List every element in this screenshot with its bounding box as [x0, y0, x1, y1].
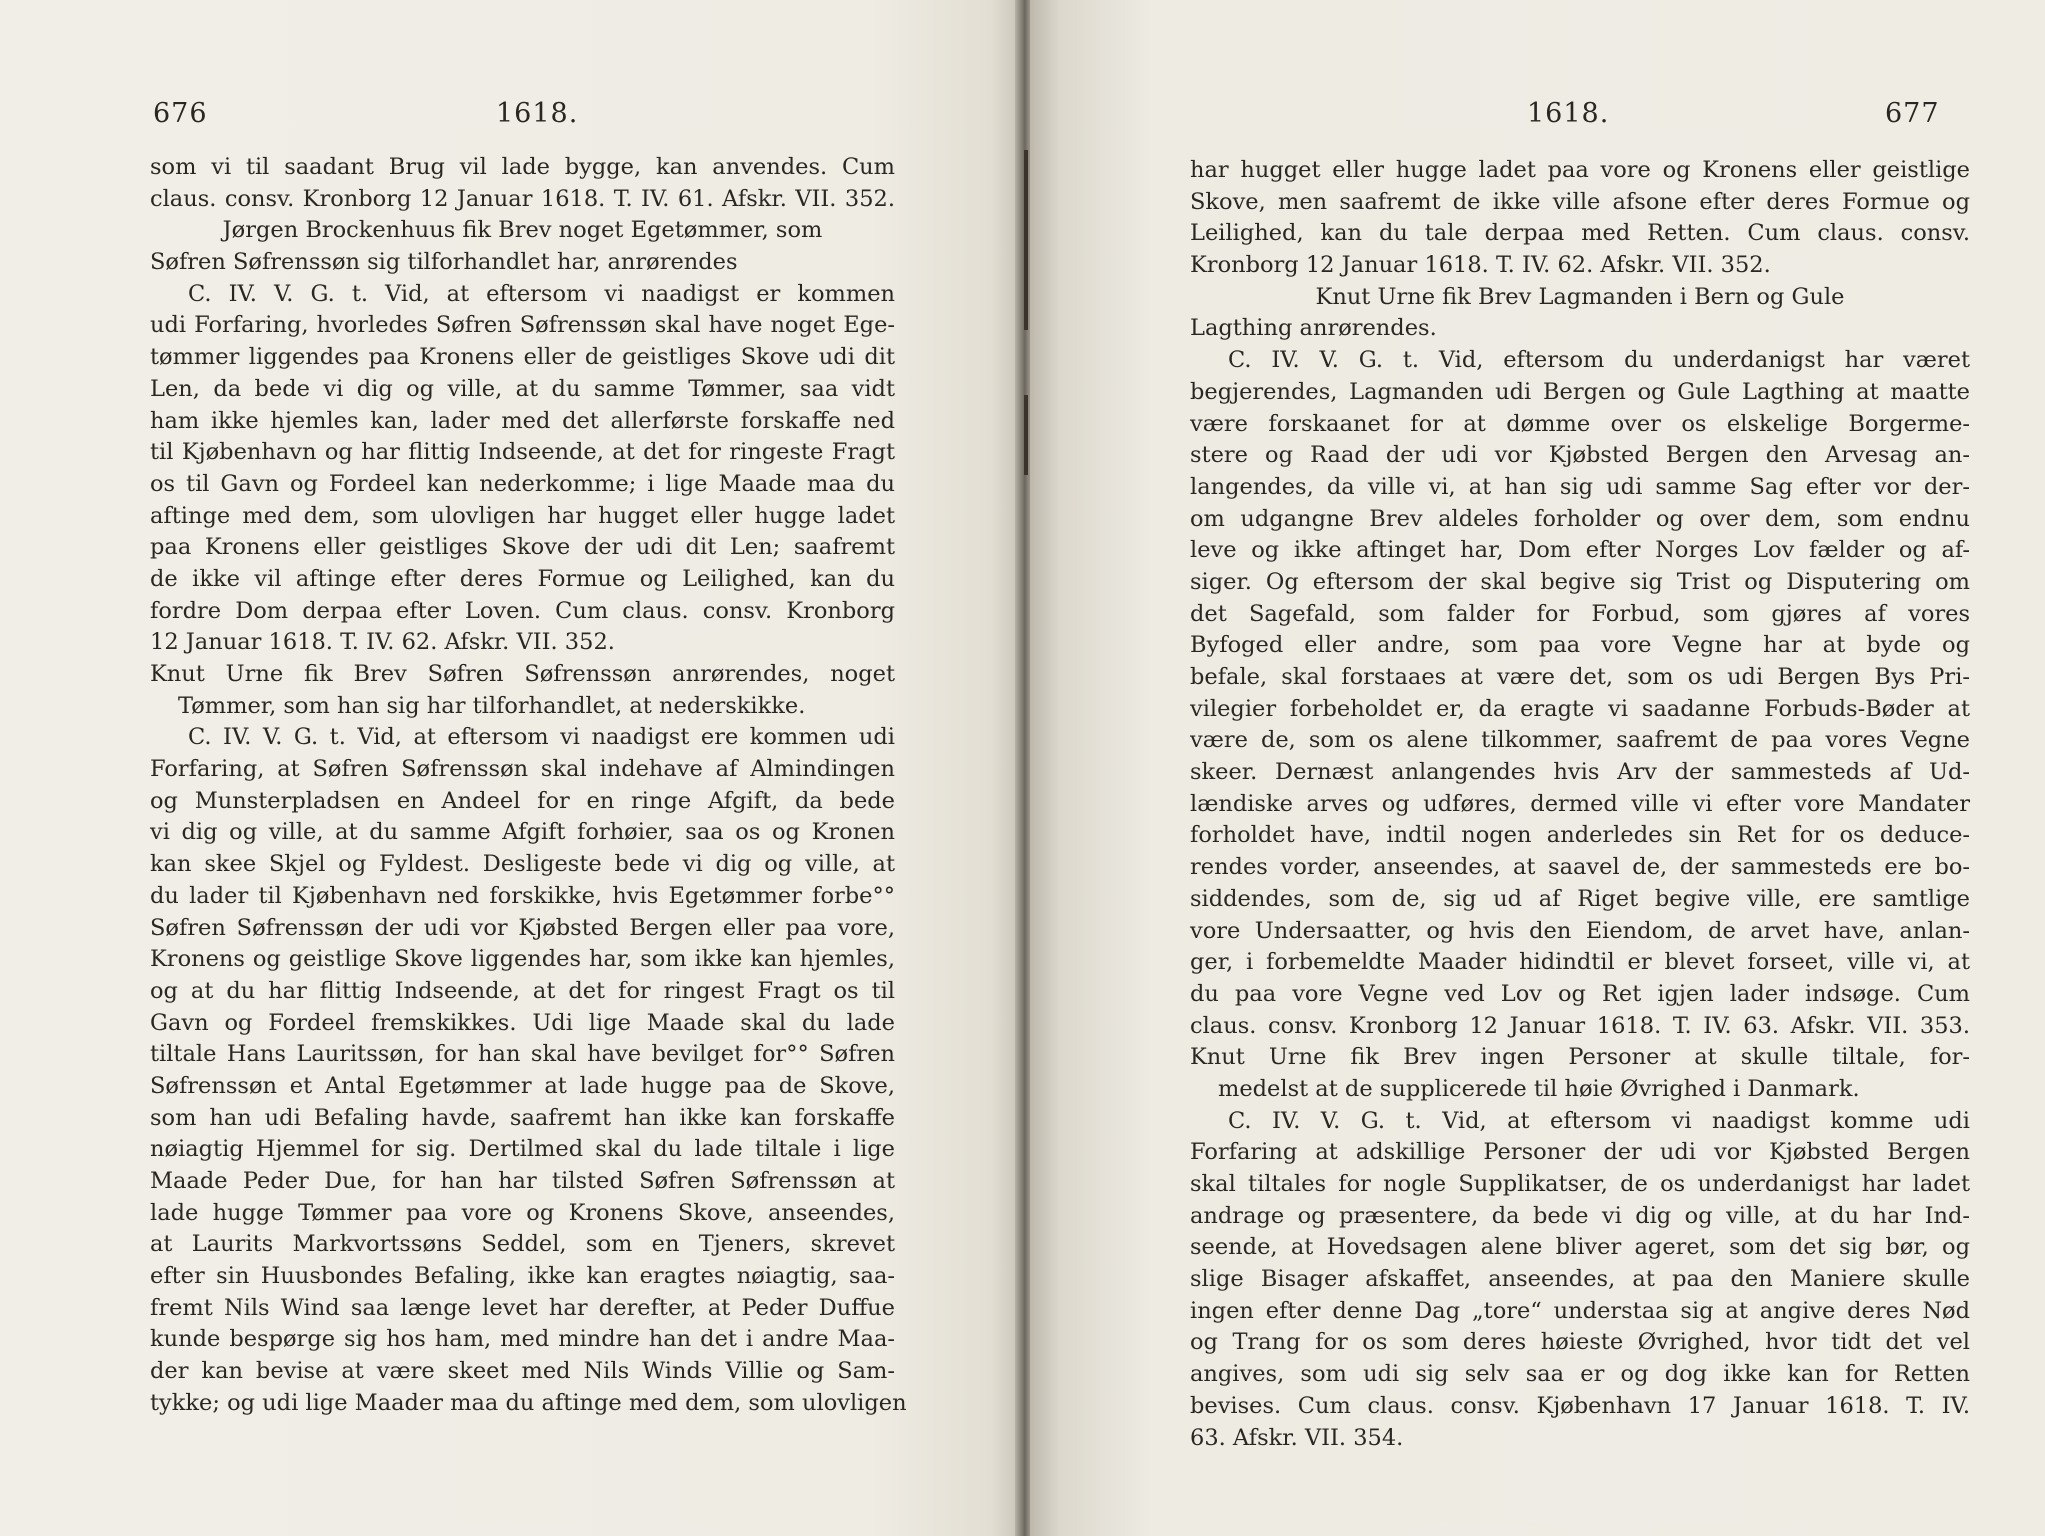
text-line: paa Kronens eller geistliges Skove der udi dit Len; saafremt — [150, 534, 895, 561]
text-line: være de, som os alene tilkommer, saafremt de paa vores Vegne — [1190, 727, 1970, 754]
text-line: vore Undersaatter, og hvis den Eiendom, de arvet have, anlan- — [1190, 917, 1970, 944]
text-line: siger. Og eftersom der skal begive sig Trist og Disputering om — [1190, 568, 1970, 595]
text-line: nøiagtig Hjemmel for sig. Dertilmed skal du lade tiltale i lige — [150, 1136, 895, 1163]
text-line: kunde bespørge sig hos ham, med mindre han det i andre Maa- — [150, 1326, 895, 1353]
text-line: C. IV. V. G. t. Vid, at eftersom vi naadigst ere kommen udi — [188, 724, 895, 751]
text-line: Jørgen Brockenhuus fik Brev noget Egetømmer, som — [222, 217, 823, 244]
text-line: Byfoged eller andre, som paa vore Vegne har at byde og — [1190, 632, 1970, 659]
text-line: tømmer liggendes paa Kronens eller de geistliges Skove udi dit — [150, 344, 895, 371]
text-line: Skove, men saafremt de ikke ville afsone efter deres Formue og — [1190, 188, 1970, 215]
text-line: Søfrenssøn et Antal Egetømmer at lade hugge paa de Skove, — [150, 1072, 895, 1099]
text-line: Knut Urne fik Brev ingen Personer at skulle tiltale, for- — [1190, 1044, 1970, 1071]
right-text-block — [1190, 155, 1970, 1454]
text-line: Kronborg 12 Januar 1618. T. IV. 62. Afskr. VII. 352. — [1190, 252, 1771, 279]
text-line: Leilighed, kan du tale derpaa med Retten. Cum claus. consv. — [1190, 220, 1970, 247]
text-line: Forfaring, at Søfren Søfrenssøn skal indehave af Almindingen — [150, 756, 895, 783]
text-line: Forfaring at adskillige Personer der udi vor Kjøbsted Bergen — [1190, 1139, 1970, 1166]
text-line: de ikke vil aftinge efter deres Formue og Leilighed, kan du — [150, 565, 895, 592]
left-text-block — [150, 152, 907, 1420]
right-page-number: 677 — [1885, 98, 1940, 129]
text-line: rendes vorder, anseendes, at saavel de, der sammesteds ere bo- — [1190, 854, 1970, 881]
text-line: claus. consv. Kronborg 12 Januar 1618. T. IV. 63. Afskr. VII. 353. — [1190, 1012, 1970, 1039]
text-line: 12 Januar 1618. T. IV. 62. Afskr. VII. 352. — [150, 629, 615, 656]
right-page — [1030, 0, 2045, 1536]
text-line: seende, at Hovedsagen alene bliver ageret, som det sig bør, og — [1190, 1234, 1970, 1261]
text-line: der kan bevise at være skeet med Nils Winds Villie og Sam- — [150, 1358, 895, 1385]
text-line: Gavn og Fordeel fremskikkes. Udi lige Maade skal du lade — [150, 1009, 895, 1036]
text-line: som han udi Befaling havde, saafremt han ikke kan forskaffe — [150, 1104, 895, 1131]
text-line: du lader til Kjøbenhavn ned forskikke, hvis Egetømmer forbe°° — [150, 882, 895, 909]
text-line: 63. Afskr. VII. 354. — [1190, 1424, 1404, 1451]
text-line: lade hugge Tømmer paa vore og Kronens Skove, anseendes, — [150, 1199, 895, 1226]
text-line: skal tiltales for nogle Supplikatser, de os underdanigst har ladet — [1190, 1171, 1970, 1197]
text-line: langendes, da ville vi, at han sig udi samme Sag efter vor der- — [1190, 473, 1970, 500]
text-line: være forskaanet for at dømme over os elskelige Borgerme- — [1190, 410, 1970, 437]
text-line: C. IV. V. G. t. Vid, at eftersom vi naadigst komme udi — [1228, 1107, 1970, 1134]
text-line: har hugget eller hugge ladet paa vore og Kronens eller geistlige — [1190, 157, 1970, 183]
text-line: fremt Nils Wind saa længe levet har derefter, at Peder Duffue — [150, 1294, 895, 1321]
text-line: om udgangne Brev aldeles forholder og over dem, som endnu — [1190, 505, 1970, 532]
text-line: vilegier forbeholdet er, da eragte vi saadanne Forbuds-Bøder at — [1190, 695, 1970, 722]
text-line: Knut Urne fik Brev Søfren Søfrenssøn anrørendes, noget — [150, 661, 895, 687]
text-line: Søfren Søfrenssøn der udi vor Kjøbsted Bergen eller paa vore, — [150, 914, 895, 941]
text-line: stere og Raad der udi vor Kjøbsted Bergen den Arvesag an- — [1190, 442, 1970, 469]
text-line: andrage og præsentere, da bede vi dig og ville, at du har Ind- — [1190, 1202, 1970, 1229]
text-line: claus. consv. Kronborg 12 Januar 1618. T. IV. 61. Afskr. VII. 352. — [150, 185, 895, 212]
text-line: Søfren Søfrenssøn sig tilforhandlet har, anrørendes — [150, 249, 738, 276]
text-line: slige Bisager afskaffet, anseendes, at paa den Maniere skulle — [1190, 1266, 1970, 1293]
left-page — [0, 0, 1022, 1536]
binding-shadow — [1024, 150, 1028, 330]
text-line: det Sagefald, som falder for Forbud, som gjøres af vores — [1190, 600, 1970, 627]
text-line: Lagthing anrørendes. — [1190, 315, 1437, 342]
text-line: vi dig og ville, at du samme Afgift forhøier, saa os og Kronen — [150, 819, 895, 846]
text-line: at Laurits Markvortssøns Seddel, som en Tjeners, skrevet — [150, 1231, 895, 1258]
text-line: os til Gavn og Fordeel kan nederkomme; i lige Maade maa du — [150, 470, 895, 497]
text-line: C. IV. V. G. t. Vid, eftersom du underdanigst har været — [1228, 347, 1970, 374]
text-line: du paa vore Vegne ved Lov og Ret igjen lader indsøge. Cum — [1190, 980, 1970, 1007]
text-line: C. IV. V. G. t. Vid, at eftersom vi naadigst er kommen — [188, 280, 895, 307]
text-line: og Munsterpladsen en Andeel for en ringe Afgift, da bede — [150, 787, 895, 814]
text-line: forholdet have, indtil nogen anderledes sin Ret for os deduce- — [1190, 822, 1970, 849]
text-line: Tømmer, som han sig har tilforhandlet, at nederskikke. — [178, 692, 806, 719]
text-line: efter sin Huusbondes Befaling, ikke kan eragtes nøiagtig, saa- — [150, 1263, 895, 1290]
text-line: tykke; og udi lige Maader maa du aftinge med dem, som ulovligen — [150, 1389, 907, 1416]
text-line: aftinge med dem, som ulovligen har hugget eller hugge ladet — [150, 502, 895, 529]
text-line: bevises. Cum claus. consv. Kjøbenhavn 17 Januar 1618. T. IV. — [1190, 1392, 1970, 1419]
left-running-head: 1618. — [496, 98, 579, 129]
binding-shadow — [1024, 395, 1028, 475]
text-line: lændiske arves og udføres, dermed ville vi efter vore Mandater — [1190, 790, 1970, 817]
text-line: og Trang for os som deres høieste Øvrighed, hvor tidt det vel — [1190, 1329, 1970, 1356]
text-line: ingen efter denne Dag „tore“ understaa sig at angive deres Nød — [1190, 1297, 1970, 1324]
left-page-number: 676 — [153, 98, 208, 129]
text-line: udi Forfaring, hvorledes Søfren Søfrenssøn skal have noget Ege- — [150, 312, 895, 339]
text-line: ger, i forbemeldte Maader hidindtil er blevet forseet, ville vi, at — [1190, 949, 1970, 976]
text-line: angives, som udi sig selv saa er og dog ikke kan for Retten — [1190, 1361, 1970, 1388]
text-line: Maade Peder Due, for han har tilsted Søfren Søfrenssøn at — [150, 1168, 895, 1194]
text-line: Kronens og geistlige Skove liggendes har, som ikke kan hjemles, — [150, 946, 895, 973]
text-line: fordre Dom derpaa efter Loven. Cum claus. consv. Kronborg — [150, 597, 895, 624]
text-line: ham ikke hjemles kan, lader med det allerførste forskaffe ned — [150, 407, 895, 434]
text-line: som vi til saadant Brug vil lade bygge, kan anvendes. Cum — [150, 154, 895, 180]
text-line: medelst at de supplicerede til høie Øvrighed i Danmark. — [1218, 1075, 1860, 1102]
text-line: Knut Urne fik Brev Lagmanden i Bern og Gule — [1315, 283, 1845, 310]
text-line: kan skee Skjel og Fyldest. Desligeste bede vi dig og ville, at — [150, 851, 895, 878]
text-line: og at du har flittig Indseende, at det for ringest Fragt os til — [150, 977, 895, 1004]
text-line: til Kjøbenhavn og har flittig Indseende, at det for ringeste Fragt — [150, 439, 895, 466]
right-running-head: 1618. — [1527, 98, 1610, 129]
text-line: tiltale Hans Lauritssøn, for han skal have bevilget for°° Søfren — [150, 1041, 895, 1068]
text-line: leve og ikke aftinget har, Dom efter Norges Lov fælder og af- — [1190, 537, 1970, 564]
text-line: begjerendes, Lagmanden udi Bergen og Gule Lagthing at maatte — [1190, 378, 1970, 405]
text-line: siddendes, som de, sig ud af Riget begive ville, ere samtlige — [1190, 885, 1970, 912]
text-line: befale, skal forstaaes at være det, som os udi Bergen Bys Pri- — [1190, 664, 1970, 690]
text-line: Len, da bede vi dig og ville, at du samme Tømmer, saa vidt — [150, 375, 895, 402]
text-line: skeer. Dernæst anlangendes hvis Arv der sammesteds af Ud- — [1190, 759, 1970, 786]
